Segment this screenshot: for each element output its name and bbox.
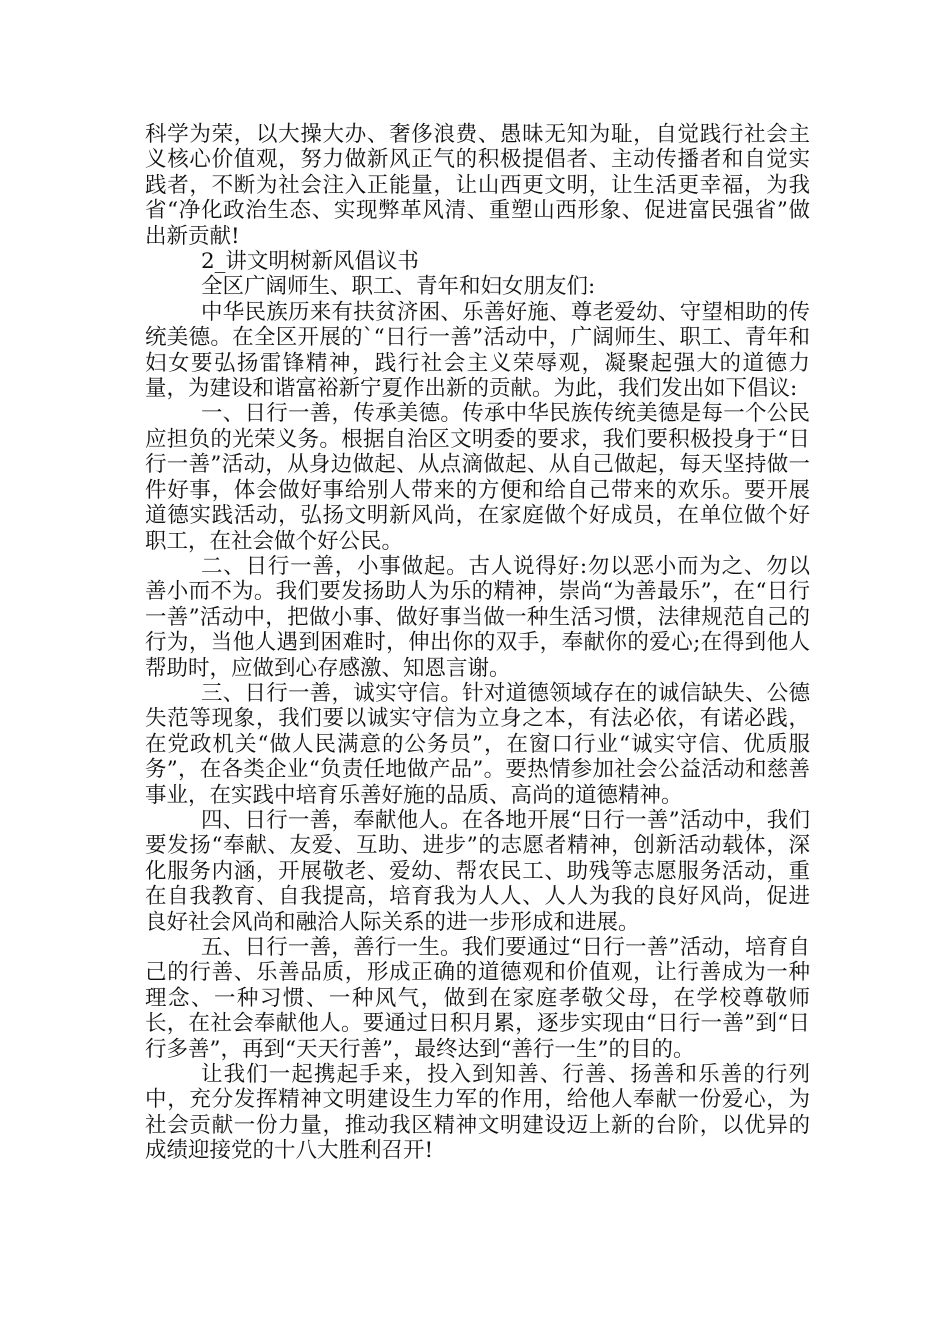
document-heading: 2_讲文明树新风倡议书 (201, 249, 419, 275)
salutation: 全区广阔师生、职工、青年和妇女朋友们: (201, 274, 596, 300)
paragraph-proposal-3: 三、日行一善，诚实守信。针对道德领域存在的诚信缺失、公德失范等现象，我们要以诚实守信为立身之本，有法必依，有诺必践，在党政机关“做人民满意的公务员”，在窗口行业“诚实守信、优质服务”，在各类企业“负责任地做产品”。要热情参加社会公益活动和慈善事业，在实践中培育乐善好施的品质、高尚的道德精神。 (145, 680, 810, 808)
paragraph-closing: 让我们一起携起手来，投入到知善、行善、扬善和乐善的行列中，充分发挥精神文明建设生力军的作用，给他人奉献一份爱心，为社会贡献一份力量，推动我区精神文明建设迈上新的台阶，以优异的成绩迎接党的十八大胜利召开! (145, 1062, 810, 1164)
paragraph-proposal-4: 四、日行一善，奉献他人。在各地开展“日行一善”活动中，我们要发扬“奉献、友爱、互助、进步”的志愿者精神，创新活动载体，深化服务内涵，开展敬老、爱幼、帮农民工、助残等志愿服务活动，重在自我教育、自我提高，培育我为人人、人人为我的良好风尚，促进良好社会风尚和融洽人际关系的进一步形成和进展。 (145, 807, 810, 935)
paragraph-continuation: 科学为荣，以大操大办、奢侈浪费、愚昧无知为耻，自觉践行社会主义核心价值观，努力做新风正气的积极提倡者、主动传播者和自觉实践者，不断为社会注入正能量，让山西更文明，让生活更幸福，为我省“净化政治生态、实现弊革风清、重塑山西形象、促进富民强省”做出新贡献! (145, 122, 810, 249)
paragraph-proposal-2: 二、日行一善，小事做起。古人说得好:勿以恶小而为之、勿以善小而不为。我们要发扬助人为乐的精神，崇尚“为善最乐”，在“日行一善”活动中，把做小事、做好事当做一种生活习惯，法律规范自己的行为，当他人遇到困难时，伸出你的双手，奉献你的爱心;在得到他人帮助时，应做到心存感激、知恩言谢。 (145, 553, 810, 681)
paragraph-proposal-1: 一、日行一善，传承美德。传承中华民族传统美德是每一个公民应担负的光荣义务。根据自治区文明委的要求，我们要积极投身于“日行一善”活动，从身边做起、从点滴做起、从自己做起，每天坚持做一件好事，体会做好事给别人带来的方便和给自己带来的欢乐。要开展道德实践活动，弘扬文明新风尚，在家庭做个好成员，在单位做个好职工，在社会做个好公民。 (145, 401, 810, 554)
paragraph-proposal-5: 五、日行一善，善行一生。我们要通过“日行一善”活动，培育自己的行善、乐善品质，形成正确的道德观和价值观，让行善成为一种理念、一种习惯、一种风气，做到在家庭孝敬父母，在学校尊敬师长，在社会奉献他人。要通过日积月累，逐步实现由“日行一善”到“日行多善”，再到“天天行善”，最终达到“善行一生”的目的。 (145, 935, 810, 1062)
document-body (145, 122, 810, 1164)
paragraph-intro: 中华民族历来有扶贫济困、乐善好施、尊老爱幼、守望相助的传统美德。在全区开展的`“日行一善”活动中，广阔师生、职工、青年和妇女要弘扬雷锋精神，践行社会主义荣辱观，凝聚起强大的道德力量，为建设和谐富裕新宁夏作出新的贡献。为此，我们发出如下倡议: (145, 299, 810, 402)
